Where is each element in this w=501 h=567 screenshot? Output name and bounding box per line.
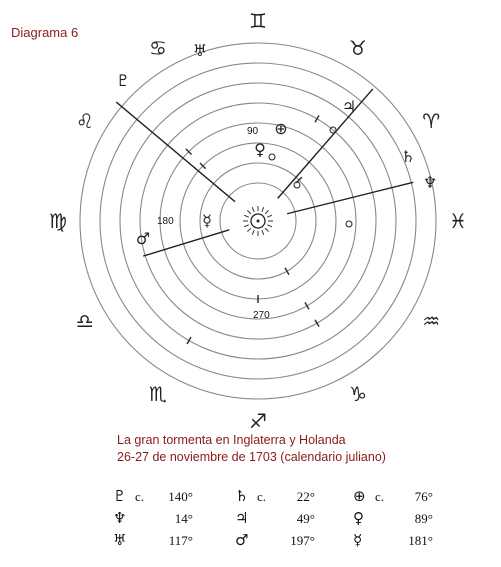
- mars-icon: ♂: [235, 531, 249, 549]
- aquarius-icon: ♒: [422, 309, 441, 333]
- virgo-icon: ♍: [49, 209, 67, 233]
- neptune-icon: ♆: [113, 509, 127, 527]
- legend-entry-mercury: ☿ 181°: [353, 531, 433, 549]
- caption-date: 26-27 de noviembre de 1703 (calendario juliano): [117, 450, 386, 464]
- sun-ray: [252, 230, 254, 235]
- saturn-icon: ♄: [400, 147, 416, 166]
- sun-ray: [265, 228, 269, 232]
- sun-ray: [252, 207, 254, 212]
- uranus-icon: ♅: [192, 41, 208, 60]
- ring-label-270: 270: [253, 310, 270, 321]
- ring-label-180: 180: [157, 216, 174, 227]
- sagittarius-icon: ♐: [249, 409, 267, 430]
- orbit-tick: [315, 115, 319, 122]
- orbit-marker: [346, 221, 352, 227]
- sun-ray: [265, 210, 269, 214]
- earth-icon: ⊕: [274, 119, 288, 138]
- sun-icon: [243, 206, 273, 236]
- taurus-icon: ♉: [349, 35, 367, 60]
- legend-entry-neptune: ♆ 14°: [113, 509, 193, 527]
- uranus-icon: ♅: [113, 531, 127, 549]
- cancer-icon: ♋: [149, 35, 167, 60]
- aries-icon: ♈: [422, 109, 441, 133]
- sun-center: [257, 220, 260, 223]
- pisces-icon: ♓: [449, 209, 467, 233]
- ring-label-90: 90: [247, 126, 259, 137]
- neptune-icon: ♆: [422, 173, 438, 192]
- leo-icon: ♌: [75, 109, 94, 133]
- jupiter-icon: ♃: [341, 97, 357, 116]
- orbit-tick: [305, 302, 309, 309]
- orbit-tick: [187, 337, 191, 344]
- gemini-icon: ♊: [249, 9, 267, 33]
- planet-line: [116, 102, 235, 202]
- mercury-icon: ☿: [202, 211, 212, 230]
- orbit-marker: [269, 154, 275, 160]
- caption-title: La gran tormenta en Inglaterra y Holanda: [117, 433, 346, 447]
- sun-ray: [262, 230, 264, 235]
- sun-ray: [244, 215, 249, 217]
- sun-ray: [267, 225, 272, 227]
- mercury-icon: ☿: [353, 531, 363, 549]
- legend-entry-saturn: ♄ c. 22°: [235, 487, 315, 505]
- orbit-tick: [285, 268, 289, 275]
- libra-icon: ♎: [75, 309, 94, 333]
- orbit-tick: [315, 320, 319, 327]
- pluto-icon: ♇: [115, 71, 131, 90]
- legend-entry-mars: ♂ 197°: [235, 531, 315, 549]
- saturn-icon: ♄: [235, 487, 249, 505]
- legend-entry-venus: ♀ 89°: [353, 509, 433, 527]
- mars-icon: ♂: [135, 229, 151, 248]
- scorpio-icon: ♏: [149, 382, 167, 407]
- capricorn-icon: ♑: [349, 382, 367, 407]
- legend-entry-earth: ⊕ c. 76°: [353, 487, 433, 505]
- sun-ray: [247, 210, 251, 214]
- venus-icon: ♀: [353, 509, 364, 527]
- earth-icon: ⊕: [353, 487, 366, 505]
- legend-entry-pluto: ♇ c. 140°: [113, 487, 193, 505]
- pluto-icon: ♇: [113, 487, 127, 505]
- venus-icon: ♀: [254, 140, 266, 159]
- legend-entry-jupiter: ♃ 49°: [235, 509, 315, 527]
- sun-ray: [262, 207, 264, 212]
- sun-ray: [247, 228, 251, 232]
- sun-ray: [267, 215, 272, 217]
- sun-ray: [244, 225, 249, 227]
- jupiter-icon: ♃: [235, 509, 249, 527]
- diagram-label: Diagrama 6: [11, 25, 79, 40]
- legend-entry-uranus: ♅ 117°: [113, 531, 193, 549]
